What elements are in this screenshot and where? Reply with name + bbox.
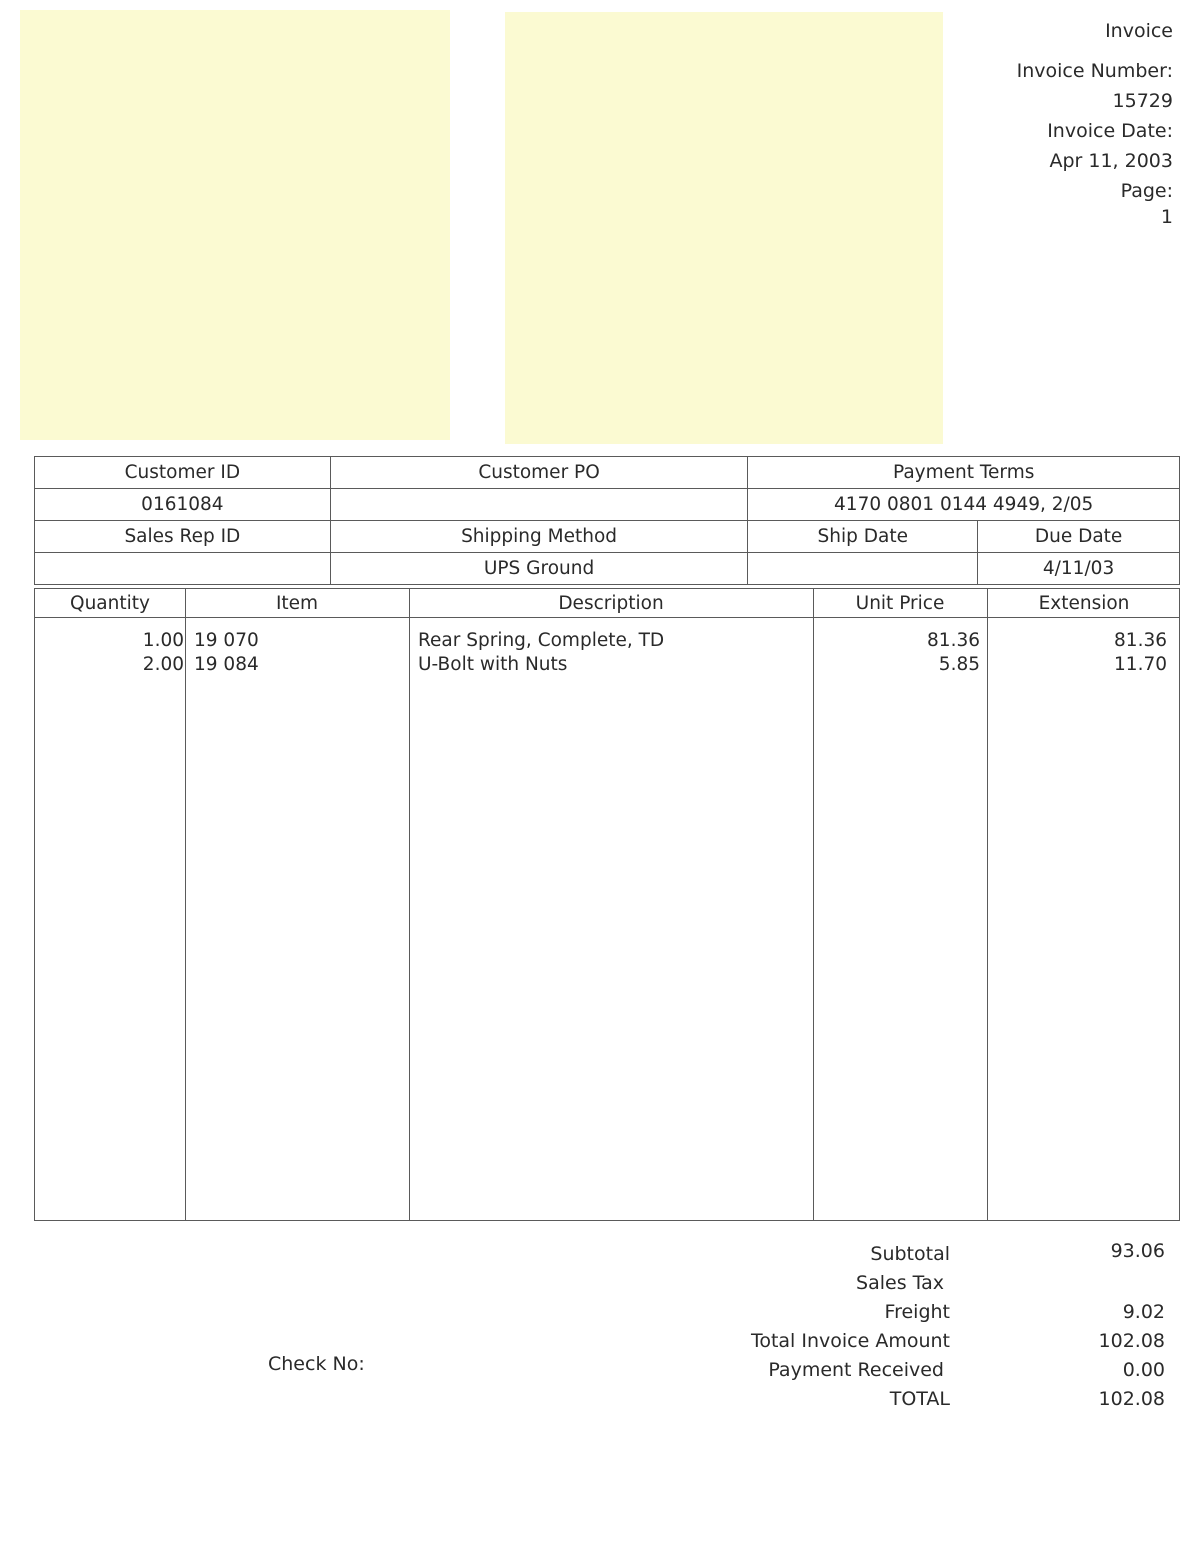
line-items-header: [35, 589, 1179, 618]
payment-terms-value: 4170 0801 0144 4949, 2/05: [748, 489, 1180, 521]
payment-terms-label: Payment Terms: [748, 457, 1180, 489]
column-divider: [185, 589, 186, 1220]
shipping-method-value: UPS Ground: [330, 553, 748, 585]
total-invoice-row: [700, 1327, 1170, 1356]
customer-po-value: [330, 489, 748, 521]
due-date-label: Due Date: [978, 521, 1180, 553]
invoice-date: Apr 11, 2003: [1049, 150, 1173, 172]
item-cell: 19 084: [194, 654, 259, 675]
sales-rep-value: [35, 553, 331, 585]
page-number: 1: [1160, 206, 1173, 228]
table-row: [35, 653, 1179, 677]
line-items-table: [34, 588, 1180, 1221]
invoice-number: 15729: [1112, 90, 1173, 112]
document-title: Invoice: [1105, 20, 1173, 42]
unit-price-header: Unit Price: [855, 593, 945, 614]
subtotal-value: 93.06: [1110, 1240, 1165, 1262]
total-label: TOTAL: [889, 1388, 950, 1410]
table-row: [35, 629, 1179, 653]
totals-block: [700, 1240, 1170, 1414]
description-cell: U-Bolt with Nuts: [418, 654, 568, 675]
shipping-method-label: Shipping Method: [330, 521, 748, 553]
total-row: [700, 1385, 1170, 1414]
invoice-header: [933, 16, 1173, 232]
ship-date-value: [748, 553, 978, 585]
check-number-label: Check No:: [268, 1353, 365, 1375]
extension-cell: 81.36: [1114, 630, 1167, 651]
redaction-note-left: [20, 10, 450, 440]
redaction-note-right: [505, 12, 943, 444]
unit-price-cell: 5.85: [938, 654, 980, 675]
item-cell: 19 070: [194, 630, 259, 651]
total-invoice-value: 102.08: [1098, 1330, 1165, 1352]
unit-price-cell: 81.36: [927, 630, 980, 651]
subtotal-row: [700, 1240, 1170, 1269]
ship-date-label: Ship Date: [748, 521, 978, 553]
quantity-header: Quantity: [70, 593, 150, 614]
invoice-number-label: Invoice Number:: [1016, 60, 1173, 82]
due-date-value: 4/11/03: [978, 553, 1180, 585]
customer-info-table: [34, 456, 1180, 585]
payment-received-value: 0.00: [1122, 1359, 1165, 1381]
invoice-date-label: Invoice Date:: [1047, 120, 1173, 142]
freight-value: 9.02: [1122, 1301, 1165, 1323]
description-cell: Rear Spring, Complete, TD: [418, 630, 665, 651]
line-items-body: [35, 629, 1179, 677]
customer-po-label: Customer PO: [330, 457, 748, 489]
subtotal-label: Subtotal: [870, 1243, 950, 1265]
extension-header: Extension: [1038, 593, 1130, 614]
total-value: 102.08: [1098, 1388, 1165, 1410]
sales-tax-label: Sales Tax: [856, 1272, 944, 1294]
extension-cell: 11.70: [1114, 654, 1167, 675]
customer-id-label: Customer ID: [35, 457, 331, 489]
quantity-cell: 2.00: [142, 654, 184, 675]
item-header: Item: [275, 593, 319, 614]
quantity-cell: 1.00: [142, 630, 184, 651]
column-divider: [987, 589, 988, 1220]
payment-received-row: [700, 1356, 1170, 1385]
column-divider: [813, 589, 814, 1220]
page-label: Page:: [1120, 180, 1173, 202]
freight-label: Freight: [884, 1301, 950, 1323]
freight-row: [700, 1298, 1170, 1327]
sales-rep-label: Sales Rep ID: [35, 521, 331, 553]
description-header: Description: [558, 593, 664, 614]
column-divider: [409, 589, 410, 1220]
customer-id-value: 0161084: [35, 489, 331, 521]
payment-received-label: Payment Received: [768, 1359, 944, 1381]
sales-tax-row: [700, 1269, 1170, 1298]
total-invoice-label: Total Invoice Amount: [750, 1330, 950, 1352]
